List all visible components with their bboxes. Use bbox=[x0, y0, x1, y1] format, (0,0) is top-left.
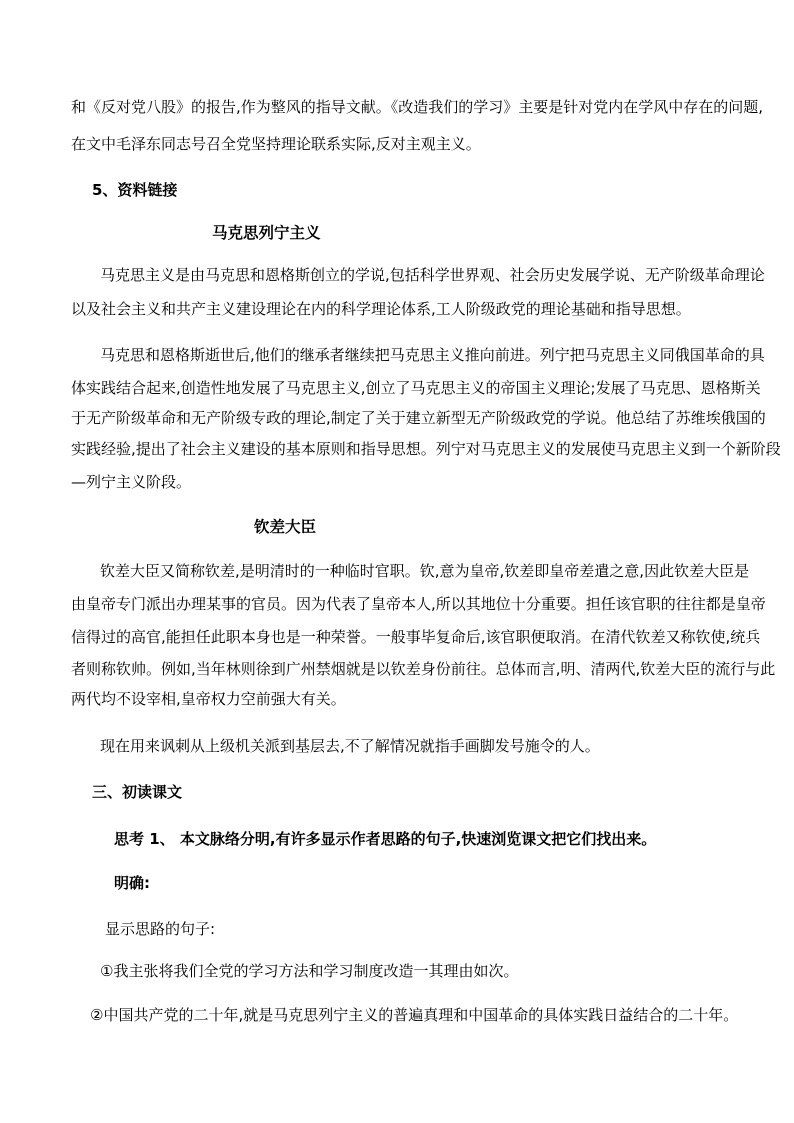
qinchai-p1-line-3: 信得过的高官,能担任此职本身也是一种荣誉。一般事毕复命后,该官职便取消。在清代钦差又称钦使,统兵 bbox=[71, 628, 761, 646]
marxism-p1-line-1: 马克思主义是由马克思和恩格斯创立的学说,包括科学世界观、社会历史发展学说、无产阶级革命理论 bbox=[100, 266, 765, 284]
think-1-prompt: 思考 1、 本文脉络分明,有许多显示作者思路的句子,快速浏览课文把它们找出来。 bbox=[114, 830, 657, 848]
sentence-2: ②中国共产党的二十年,就是马克思列宁主义的普遍真理和中国革命的具体实践日益结合的二十年。 bbox=[90, 1006, 739, 1024]
marxism-p2-line-2: 体实践结合起来,创造性地发展了马克思主义,创立了马克思主义的帝国主义理论;发展了马克思、恩格斯关 bbox=[71, 379, 761, 397]
marxism-p1-line-2: 以及社会主义和共产主义建设理论在内的科学理论体系,工人阶级政党的理论基础和指导思想。 bbox=[71, 300, 691, 318]
sentences-label: 显示思路的句子: bbox=[105, 920, 216, 938]
intro-line-1: 和《反对党八股》的报告,作为整风的指导文献。《改造我们的学习》主要是针对党内在学风中存在的问题, bbox=[71, 98, 764, 116]
qinchai-title: 钦差大臣 bbox=[254, 518, 317, 536]
marxism-title: 马克思列宁主义 bbox=[212, 224, 321, 242]
marxism-p2-line-4: 实践经验,提出了社会主义建设的基本原则和指导思想。列宁对马克思主义的发展使马克思主义到一个新阶段 bbox=[71, 440, 781, 458]
marxism-p2-line-5: —列宁主义阶段。 bbox=[71, 473, 192, 491]
section-5-heading: 5、资料链接 bbox=[92, 181, 178, 199]
qinchai-p1-line-2: 由皇帝专门派出办理某事的官员。因为代表了皇帝本人,所以其地位十分重要。担任该官职的往往都是皇帝 bbox=[71, 595, 766, 613]
marxism-p2-line-1: 马克思和恩格斯逝世后,他们的继承者继续把马克思主义推向前进。列宁把马克思主义同俄国革命的具 bbox=[100, 346, 765, 364]
section-3-heading: 三、初读课文 bbox=[92, 783, 183, 801]
qinchai-p1-line-1: 钦差大臣又简称钦差,是明清时的一种临时官职。钦,意为皇帝,钦差即皇帝差遣之意,因此钦差大臣是 bbox=[100, 562, 750, 580]
qinchai-p1-line-5: 两代均不设宰相,皇帝权力空前强大有关。 bbox=[71, 690, 346, 708]
answer-label: 明确: bbox=[114, 874, 150, 892]
qinchai-p1-line-4: 者则称钦帅。例如,当年林则徐到广州禁烟就是以钦差身份前往。总体而言,明、清两代,钦差大臣的流行与此 bbox=[71, 660, 776, 678]
sentence-1: ①我主张将我们全党的学习方法和学习制度改造一其理由如次。 bbox=[100, 962, 519, 980]
qinchai-p2: 现在用来讽刺从上级机关派到基层去,不了解情况就指手画脚发号施令的人。 bbox=[100, 737, 600, 755]
intro-line-2: 在文中毛泽东同志号召全党坚持理论联系实际,反对主观主义。 bbox=[71, 135, 481, 153]
marxism-p2-line-3: 于无产阶级革命和无产阶级专政的理论,制定了关于建立新型无产阶级政党的学说。他总结了苏维埃俄国的 bbox=[71, 409, 766, 427]
